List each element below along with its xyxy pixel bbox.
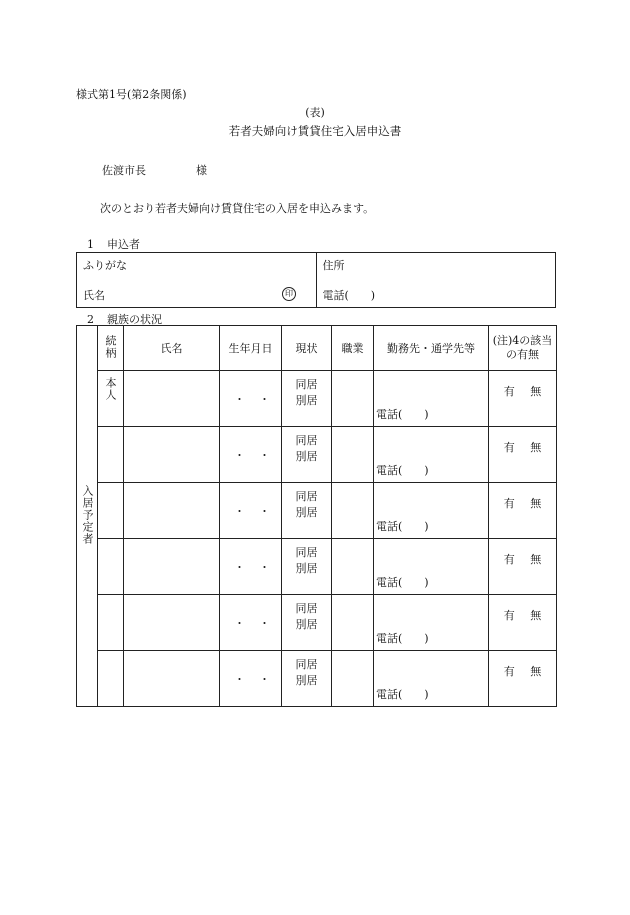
birthdate-cell[interactable]: ・・ xyxy=(220,651,282,707)
workplace-cell[interactable]: 電話( ) xyxy=(374,483,489,539)
name-label: 氏名 xyxy=(83,289,105,302)
name-cell[interactable] xyxy=(124,539,220,595)
occupation-cell[interactable] xyxy=(332,483,374,539)
status-cell[interactable]: 同居 別居 xyxy=(282,651,332,707)
applicable-cell[interactable]: 有 無 xyxy=(489,651,557,707)
col-applicable: (注)4の該当の有無 xyxy=(489,326,557,371)
workplace-cell[interactable]: 電話( ) xyxy=(374,595,489,651)
family-table xyxy=(76,325,557,707)
table-header-row xyxy=(77,326,557,371)
workplace-cell[interactable]: 電話( ) xyxy=(374,427,489,483)
relation-cell[interactable] xyxy=(98,427,124,483)
table-row xyxy=(77,595,557,651)
birthdate-cell[interactable]: ・・ xyxy=(220,483,282,539)
workplace-cell[interactable]: 電話( ) xyxy=(374,371,489,427)
table-row xyxy=(77,427,557,483)
applicable-cell[interactable]: 有 無 xyxy=(489,539,557,595)
addressee-honorific: 様 xyxy=(196,164,207,177)
relation-cell[interactable] xyxy=(98,483,124,539)
occupation-cell[interactable] xyxy=(332,539,374,595)
section-1-heading xyxy=(87,236,140,252)
seal-mark: 印 xyxy=(282,287,296,301)
col-status: 現状 xyxy=(282,326,332,371)
workplace-cell[interactable]: 電話( ) xyxy=(374,651,489,707)
table-row xyxy=(77,651,557,707)
occupation-cell[interactable] xyxy=(332,595,374,651)
relation-cell[interactable] xyxy=(98,651,124,707)
name-cell[interactable] xyxy=(124,595,220,651)
occupation-cell[interactable] xyxy=(332,651,374,707)
form-number: 様式第1号(第2条関係) xyxy=(76,88,187,101)
applicable-cell[interactable]: 有 無 xyxy=(489,427,557,483)
table-row xyxy=(77,483,557,539)
section-1-number: 1 xyxy=(87,238,94,251)
residents-label: 入居予定者 xyxy=(81,484,94,545)
birthdate-cell[interactable]: ・・ xyxy=(220,539,282,595)
col-occupation: 職業 xyxy=(332,326,374,371)
status-cell[interactable]: 同居 別居 xyxy=(282,427,332,483)
applicable-cell[interactable]: 有 無 xyxy=(489,483,557,539)
applicant-name-cell[interactable] xyxy=(77,253,317,308)
side-label: (表) xyxy=(305,106,325,119)
status-cell[interactable]: 同居 別居 xyxy=(282,595,332,651)
section-1-title: 申込者 xyxy=(107,238,140,251)
workplace-cell[interactable]: 電話( ) xyxy=(374,539,489,595)
applicant-phone-label: 電話( ) xyxy=(322,289,376,302)
col-workplace: 勤務先・通学先等 xyxy=(374,326,489,371)
applicant-table xyxy=(76,252,556,308)
occupation-cell[interactable] xyxy=(332,427,374,483)
birthdate-cell[interactable]: ・・ xyxy=(220,427,282,483)
residents-label-cell xyxy=(77,326,98,707)
col-name: 氏名 xyxy=(124,326,220,371)
section-2-number: 2 xyxy=(87,313,94,326)
status-cell[interactable]: 同居 別居 xyxy=(282,483,332,539)
relation-cell[interactable] xyxy=(98,595,124,651)
relation-cell[interactable] xyxy=(98,539,124,595)
col-relation: 続柄 xyxy=(98,326,124,371)
applicable-cell[interactable]: 有 無 xyxy=(489,371,557,427)
applicable-cell[interactable]: 有 無 xyxy=(489,595,557,651)
birthdate-cell[interactable]: ・・ xyxy=(220,595,282,651)
intro-text: 次のとおり若者夫婦向け賃貸住宅の入居を申込みます。 xyxy=(100,202,375,215)
birthdate-cell[interactable]: ・・ xyxy=(220,371,282,427)
furigana-label: ふりがな xyxy=(83,259,127,272)
col-birthdate: 生年月日 xyxy=(220,326,282,371)
status-cell[interactable]: 同居 別居 xyxy=(282,371,332,427)
address-label: 住所 xyxy=(322,259,345,272)
addressee-name: 佐渡市長 xyxy=(102,164,146,177)
applicant-address-cell[interactable] xyxy=(316,253,556,308)
table-row xyxy=(77,539,557,595)
name-cell[interactable] xyxy=(124,371,220,427)
document-title: 若者夫婦向け賃貸住宅入居申込書 xyxy=(228,124,402,138)
relation-cell[interactable]: 本人 xyxy=(98,371,124,427)
name-cell[interactable] xyxy=(124,427,220,483)
section-2-title: 親族の状況 xyxy=(107,313,162,326)
occupation-cell[interactable] xyxy=(332,371,374,427)
table-row xyxy=(77,371,557,427)
name-cell[interactable] xyxy=(124,651,220,707)
status-cell[interactable]: 同居 別居 xyxy=(282,539,332,595)
name-cell[interactable] xyxy=(124,483,220,539)
